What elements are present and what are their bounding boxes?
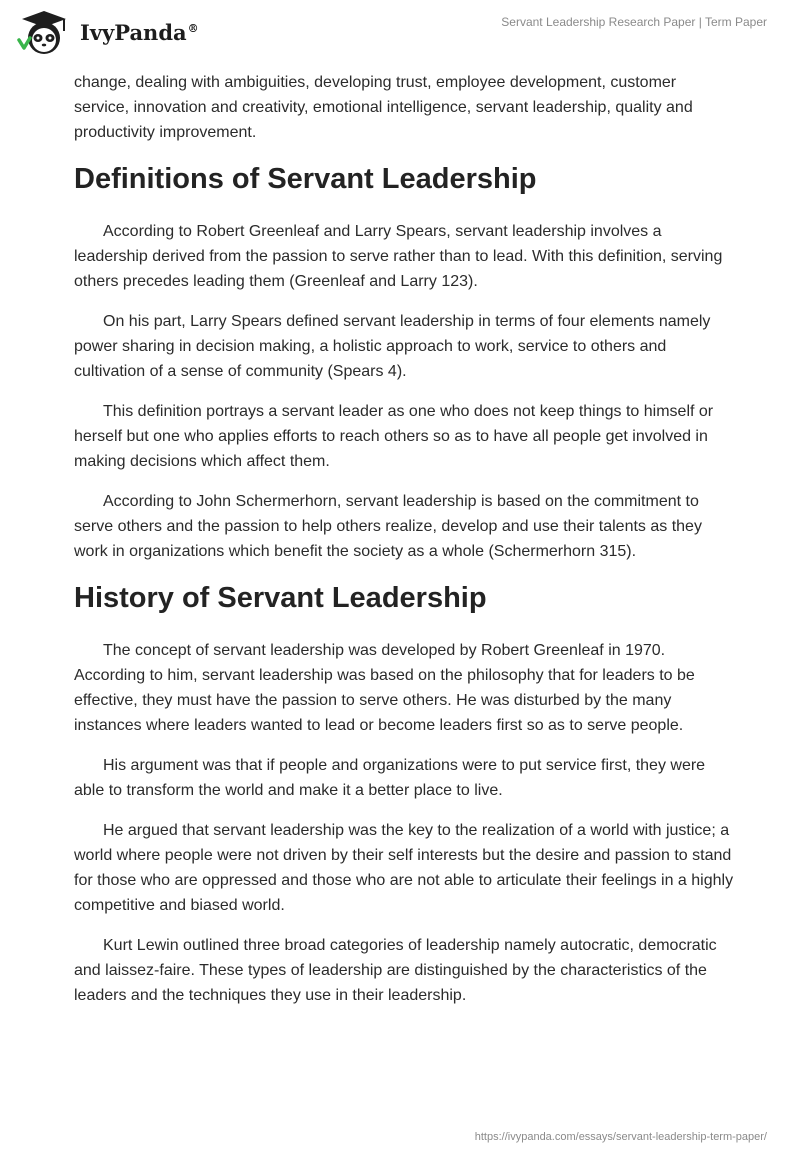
panda-icon: [14, 10, 72, 56]
intro-fragment: change, dealing with ambiguities, developing trust, employee development, customer service, innovation and creativity, emotional intelligence, servant leadership, quality and productivity improvement.: [74, 74, 693, 141]
brand-name-text: IvyPanda: [80, 19, 187, 45]
paragraph: His argument was that if people and organizations were to put service first, they were able to transform the world and make it a better place to live.: [74, 757, 706, 799]
section-heading-history: History of Servant Leadership: [74, 582, 487, 614]
section-heading-definitions: Definitions of Servant Leadership: [74, 163, 537, 195]
brand-name: [80, 20, 199, 45]
paragraph: Kurt Lewin outlined three broad categories of leadership namely autocratic, democratic and laissez-faire. These types of leadership are distinguished by the characteristics of the leaders and the techniques they use in their leadership.: [74, 937, 717, 1004]
page-header: [0, 0, 800, 70]
registered-mark: ®: [187, 21, 199, 35]
document-title: Servant Leadership Research Paper | Term Paper: [501, 15, 767, 29]
paragraph: According to Robert Greenleaf and Larry Spears, servant leadership involves a leadership derived from the passion to serve rather than to lead. With this definition, serving others precedes leading them (Greenleaf and Larry 123).: [74, 223, 723, 290]
brand-logo[interactable]: [14, 8, 199, 58]
paragraph: On his part, Larry Spears defined servant leadership in terms of four elements namely power sharing in decision making, a holistic approach to work, service to others and cultivation of a sense of community (Spears 4).: [74, 313, 711, 380]
paragraph: He argued that servant leadership was the key to the realization of a world with justice; a world where people were not driven by their self interests but the desire and passion to stand for those who are oppressed and those who are not able to articulate their feelings in a highly competitive and biased world.: [74, 822, 734, 914]
paragraph: According to John Schermerhorn, servant leadership is based on the commitment to serve others and the passion to help others realize, develop and use their talents as they work in organizations which benefit the society as a whole (Schermerhorn 315).: [74, 493, 702, 560]
source-url[interactable]: https://ivypanda.com/essays/servant-leadership-term-paper/: [474, 1131, 767, 1143]
article-body: [74, 70, 734, 1023]
paragraph: The concept of servant leadership was developed by Robert Greenleaf in 1970. According to him, servant leadership was based on the philosophy that for leaders to be effective, they must have the passion to serve others. He was disturbed by the many instances where leaders wanted to lead or become leaders first so as to serve people.: [74, 642, 695, 734]
paragraph: This definition portrays a servant leader as one who does not keep things to himself or herself but one who applies efforts to reach others so as to have all people get involved in making decisions which affect them.: [74, 403, 714, 470]
